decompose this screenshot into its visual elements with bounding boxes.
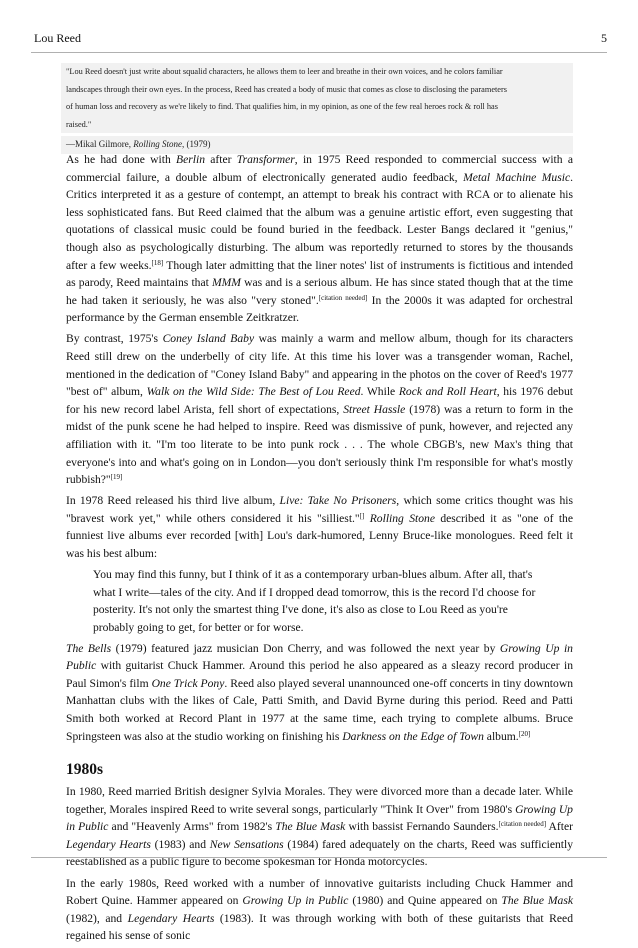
section-heading: 1980s (66, 761, 104, 779)
header-rule (31, 52, 607, 53)
paragraph: In 1978 Reed released his third live album, Live: Take No Prisoners, which some critics thought was his "bravest work yet," while others considered it his "silliest."[] Rolling Stone described it as "one of the funniest live albums ever recorded [with] Lou's dark-humored, Lenny Bruce-like monologues. Reed felt it was his best album: (66, 494, 573, 561)
quote-attribution: —Mikal Gilmore, Rolling Stone, (1979) (61, 136, 573, 154)
paragraph: As he had done with Berlin after Transformer, in 1975 Reed responded to commercial success with a commercial failure, a double album of electronically generated audio feedback, Metal Machine Music. Critics interpreted it as a gesture of contempt, an attempt to break his contract with RCA or to alienate his less sophisticated fans. But Reed claimed that the album was a genuine artistic effort, even suggesting that quotations of classical music could be found buried in the feedback. Lester Bangs declared it "genius," though also as psychologically disturbing. The album was reportedly returned to stores by the thousands after a few weeks.[18] Though later admitting that the liner notes' list of instruments is fictitious and intended as parody, Reed maintains that MMM was and is a serious album. He has since stated though that at the time he had taken it seriously, he was also "very stoned".[citation needed] In the 2000s it was adapted for orchestral performance by the German ensemble Zeitkratzer. (66, 153, 574, 325)
quote-line: "Lou Reed doesn't just write about squalid characters, he allows them to leer and breathe in their own voices, and he colors familiar (61, 63, 573, 81)
paragraph: By contrast, 1975's Coney Island Baby was mainly a warm and mellow album, though for its characters Reed still drew on the underbelly of city life. At this time his lover was a transgender woman, Rachel, mentioned in the dedication of "Coney Island Baby" and appearing in the photos on the cover of Reed's 1977 "best of" album, Walk on the Wild Side: The Best of Lou Reed. While Rock and Roll Heart, his 1976 debut for his new record label Arista, fell short of expectations, Street Hassle (1978) was a return to form in the midst of the punk scene he had helped to inspire. Reed was dismissive of punk, however, and rejected any affiliation with it. "I'm too literate to be into punk rock . . . The whole CBGB's, new Max's thing that everyone's into and what's going on in London—you don't seriously think I'm responsible for what's mostly rubbish?"[19] (66, 332, 573, 487)
citation-link[interactable]: [18] (151, 258, 164, 267)
block-quote: You may find this funny, but I think of it as a contemporary urban-blues album. After all, that's what I write—tales of the city. And if I dropped dead tomorrow, this is the record I'd choose for posterity. It's not only the smartest thing I've done, it's also as close to Lou Reed as you're probably going to get, for better or for worse. (93, 568, 536, 634)
article-body (66, 151, 573, 948)
page-number: 5 (601, 31, 607, 45)
paragraph: In 1980, Reed married British designer Sylvia Morales. They were divorced more than a decade later. While together, Morales inspired Reed to write several songs, particularly "Think It Over" from 1980's Growing Up in Public and "Heavenly Arms" from 1982's The Blue Mask with bassist Fernando Saunders.[citation needed] After Legendary Hearts (1983) and New Sensations (1984) fared adequately on the charts, Reed was sufficiently reestablished as a public figure to become spokesman for Honda motorcycles. (66, 785, 574, 869)
quote-line: of human loss and recovery as we're likely to find. That qualifies him, in my opinion, as one of the few real heroes rock & roll has (61, 98, 573, 116)
running-header-title: Lou Reed (34, 31, 81, 45)
citation-link[interactable]: [20] (518, 729, 531, 738)
quote-line: raised." (61, 116, 573, 134)
citation-needed[interactable]: [citation needed] (318, 293, 368, 302)
pull-quote (61, 63, 573, 154)
paragraph: In the early 1980s, Reed worked with a number of innovative guitarists including Chuck Hammer and Robert Quine. Hammer appeared on Growing Up in Public (1980) and Quine appeared on The Blue Mask (1982), and Legendary Hearts (1983). It was through working with both of these guitarists that Reed regained his sense of sonic (66, 876, 574, 943)
quote-line: landscapes through their own eyes. In the process, Reed has created a body of music that comes as close to disclosing the parameters (61, 81, 573, 99)
citation-link[interactable]: [] (359, 511, 365, 520)
paragraph: The Bells (1979) featured jazz musician Don Cherry, and was followed the next year by Growing Up in Public with guitarist Chuck Hammer. Around this period he also appeared as a sleazy record producer in Paul Simon's film One Trick Pony. Reed also played several unannounced one-off concerts in tiny downtown Manhattan clubs with the likes of Cale, Patti Smith, and David Byrne during this period. Reed and Patti Smith both worked at Record Plant in 1977 at the same time, each trying to complete albums. Bruce Springsteen was also at the studio working on finishing his Darkness on the Edge of Town album.[20] (66, 641, 573, 743)
citation-link[interactable]: [19] (110, 473, 123, 482)
citation-needed[interactable]: [citation needed] (498, 820, 547, 829)
footer-rule (31, 857, 607, 858)
